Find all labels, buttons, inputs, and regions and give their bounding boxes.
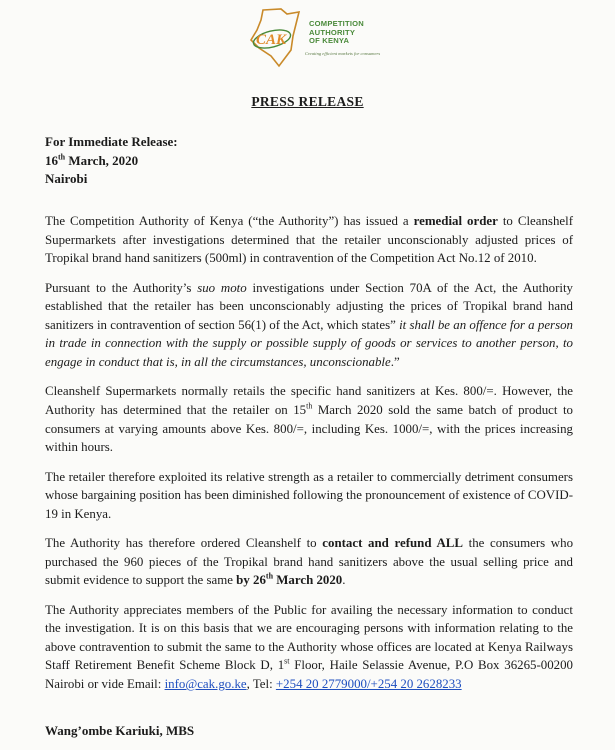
p5-bold-refund: contact and refund ALL xyxy=(322,536,463,551)
release-meta xyxy=(45,133,178,189)
release-place: Nairobi xyxy=(45,171,88,186)
p2-italic-suo-moto: suo moto xyxy=(197,280,247,295)
p6-text-c: , Tel: xyxy=(246,677,276,692)
release-date xyxy=(45,152,178,171)
release-label: For Immediate Release: xyxy=(45,134,178,149)
p5-deadline-day: by 26 xyxy=(236,573,266,588)
paragraph-6 xyxy=(45,601,573,694)
paragraph-3 xyxy=(45,382,573,456)
p5-text-f: . xyxy=(342,573,346,588)
kenya-map-icon xyxy=(247,6,311,70)
signatory: Wang’ombe Kariuki, MBS xyxy=(45,723,195,738)
p6-text-b: Floor, Haile Selassie Avenue, P.O Box 36265-00200 Nairobi or vide Email: xyxy=(45,658,573,692)
p1-text-c: to Cleanshelf Supermarkets after investigations determined that the retailer unconscionably adjusted prices of Tropikal brand hand sanitizers (500ml) in contravention of the Competition Act No.12 of 2010. xyxy=(45,214,573,266)
p5-deadline-rest: March 2020 xyxy=(273,573,343,588)
logo-tagline: Creating efficient markets for consumers xyxy=(305,51,381,56)
paragraph-4: The retailer therefore exploited its relative strength as a retailer to commercially detriment consumers whose bargaining position has been diminished following the pronouncement of existence of COVID-19 in Kenya. xyxy=(45,469,573,521)
p1-text-a: The Competition Authority of Kenya (“the Authority”) has issued a xyxy=(45,214,414,228)
page-title: PRESS RELEASE xyxy=(251,94,364,109)
date-day: 16 xyxy=(45,152,58,168)
email-link[interactable]: info@cak.go.ke xyxy=(164,677,247,692)
paragraph-2 xyxy=(45,279,573,372)
logo-line-1: COMPETITION xyxy=(309,19,364,28)
p6-sup: st xyxy=(284,657,290,667)
p3-text-a: Cleanshelf Supermarkets normally retails the specific hand sanitizers at Kes. 800/=. However, the Authority has determined that the retailer on 15 xyxy=(45,384,573,417)
p6-text-a: The Authority appreciates members of the Public for availing the necessary information to conduct the investigation. It is on this basis that we are encouraging persons with information relating to the above contravention to submit the same to the Authority whose offices are located at Kenya Railways Staff Retirement Benefit Scheme Block D, 1 xyxy=(45,602,573,673)
phone-link[interactable]: +254 20 2779000/+254 20 2628233 xyxy=(275,677,462,692)
p2-text-c: investigations under Section 70A of the Act, the Authority established that the retailer has been unconscionably adjusting the prices of Tropikal brand hand sanitizers in contravention of section 56(1) of the Act, which states” xyxy=(45,280,574,332)
p5-bold-deadline xyxy=(236,573,342,587)
p5-text-c: the consumers who purchased the 960 pieces of the Tropikal brand hand sanitizers above the usual selling price and submit evidence to support the same xyxy=(45,536,574,588)
p3-text-b: March 2020 sold the same batch of product to consumers at varying amounts above Kes. 800/=, including Kes. 1000/=, with the prices increasing within hours. xyxy=(45,402,573,455)
p2-italic-quote: it shall be an offence for a person in trade in connection with the supply or possible supply of goods or services to another person, to engage in conduct that is, in all the circumstances, unconscionable xyxy=(45,317,573,369)
paragraph-5 xyxy=(45,534,573,590)
p3-sup: th xyxy=(306,401,313,411)
p5-sup: th xyxy=(265,571,274,581)
logo-wordmark xyxy=(309,20,364,46)
press-body xyxy=(45,212,573,704)
date-rest: March, 2020 xyxy=(65,152,139,168)
logo-line-3: OF KENYA xyxy=(309,36,350,46)
p1-bold-remedial-order: remedial order xyxy=(413,214,498,228)
p2-text-a: Pursuant to the Authority’s xyxy=(45,280,198,295)
cak-monogram: CAK xyxy=(256,32,287,48)
p5-text-a: The Authority has therefore ordered Cleanshelf to xyxy=(45,536,323,551)
logo-line-2: AUTHORITY xyxy=(309,27,356,37)
p2-text-e: .” xyxy=(390,354,400,369)
paragraph-1 xyxy=(45,212,573,268)
cak-logo xyxy=(247,6,387,70)
date-suffix: th xyxy=(58,152,66,162)
